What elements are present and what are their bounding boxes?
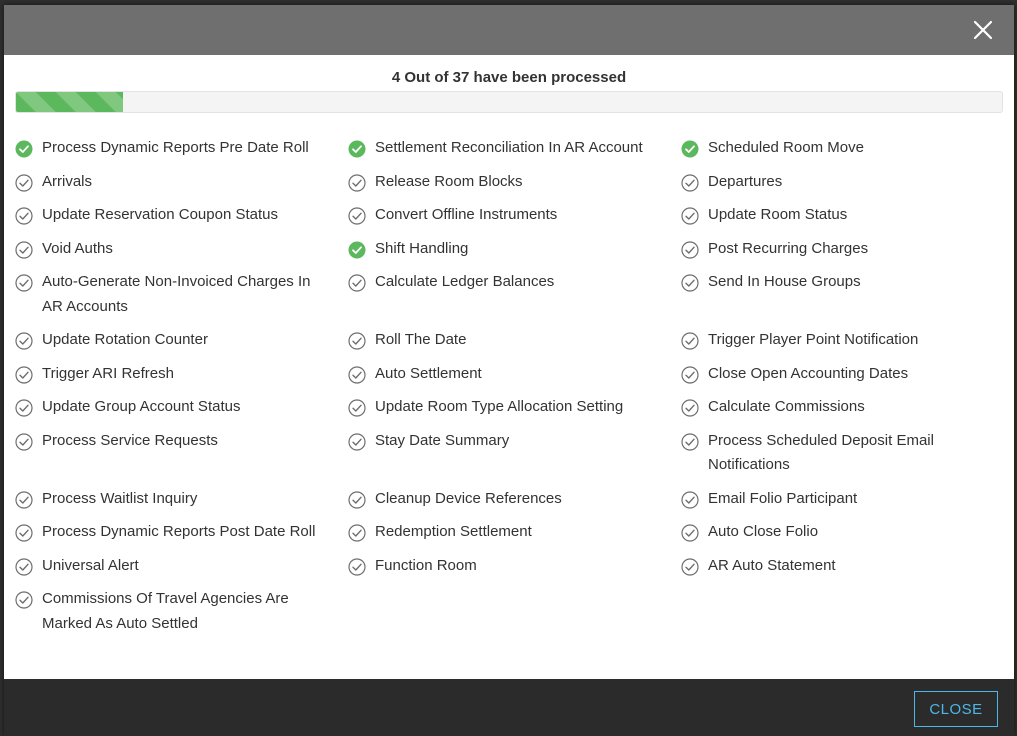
check-circle-outline-icon [681,332,699,350]
progress-bar-fill [16,92,123,112]
task-item [15,206,348,240]
check-circle-filled-icon [681,140,699,158]
task-label: Calculate Commissions [708,398,865,415]
check-circle-outline-icon [681,366,699,384]
check-circle-outline-icon [15,207,33,225]
task-item [681,139,1014,173]
check-circle-outline-icon [681,524,699,542]
check-circle-outline-icon [15,399,33,417]
dialog-header [4,5,1014,55]
task-label: Process Service Requests [42,431,218,449]
task-item [348,365,681,399]
close-icon[interactable] [972,19,994,41]
check-circle-outline-icon [681,558,699,576]
task-item [348,523,681,557]
check-circle-outline-icon [681,491,699,509]
check-circle-outline-icon [348,433,366,451]
check-circle-filled-icon [15,140,33,158]
task-label: Convert Offline Instruments [375,206,558,223]
task-label: Trigger Player Point Notification [708,331,919,348]
task-item [15,365,348,399]
task-item [15,557,348,591]
task-item [348,206,681,240]
task-label: Universal Alert [42,556,139,574]
task-item [15,139,348,173]
task-item [348,490,681,524]
task-label: AR Auto Statement [708,556,836,574]
task-label: Function Room [375,556,477,574]
task-label: Post Recurring Charges [708,239,869,257]
check-circle-outline-icon [15,332,33,350]
task-label: Update Reservation Coupon Status [42,206,278,223]
task-label: Process Dynamic Reports Pre Date Roll [42,139,309,156]
check-circle-outline-icon [15,524,33,542]
task-item [348,557,681,591]
task-label: Release Room Blocks [375,172,523,190]
task-item [348,273,681,331]
task-label: Auto Close Folio [708,523,819,540]
dialog-footer [4,679,1014,736]
task-label: Process Dynamic Reports Post Date Roll [42,523,316,540]
close-button[interactable]: CLOSE [914,691,998,727]
task-label: Roll The Date [375,331,467,348]
check-circle-outline-icon [681,399,699,417]
task-item [15,523,348,557]
task-item [681,331,1014,365]
check-circle-outline-icon [681,241,699,259]
task-label: Void Auths [42,239,113,257]
task-item [681,398,1014,432]
check-circle-outline-icon [681,174,699,192]
check-circle-outline-icon [348,274,366,292]
process-status-dialog [4,5,1014,736]
task-item [681,240,1014,274]
task-item [681,490,1014,524]
task-label: Scheduled Room Move [708,139,864,156]
task-label: Cleanup Device References [375,489,562,507]
check-circle-outline-icon [681,274,699,292]
check-circle-outline-icon [348,207,366,225]
check-circle-outline-icon [15,433,33,451]
task-item [15,398,348,432]
check-circle-outline-icon [348,174,366,192]
check-circle-outline-icon [15,274,33,292]
task-item [681,432,1014,490]
check-circle-outline-icon [15,491,33,509]
check-circle-outline-icon [15,241,33,259]
task-label: Trigger ARI Refresh [42,364,174,382]
check-circle-outline-icon [348,332,366,350]
task-label: Update Room Type Allocation Setting [375,398,624,415]
task-label: Stay Date Summary [375,431,510,449]
task-label: Settlement Reconciliation In AR Account [375,139,643,156]
task-label: Update Rotation Counter [42,331,208,348]
progress-bar [15,91,1003,113]
task-label: Update Group Account Status [42,398,241,415]
task-label: Auto Settlement [375,364,482,382]
task-label: Process Scheduled Deposit Email Notifications [708,431,934,473]
check-circle-outline-icon [348,366,366,384]
task-label: Departures [708,172,783,190]
task-item [15,432,348,490]
task-item [348,398,681,432]
check-circle-outline-icon [348,558,366,576]
check-circle-filled-icon [348,241,366,259]
check-circle-filled-icon [348,140,366,158]
task-item [681,273,1014,331]
task-item [15,240,348,274]
task-label: Calculate Ledger Balances [375,273,555,290]
task-item [15,331,348,365]
task-item [348,139,681,173]
task-item [681,365,1014,399]
task-item [681,173,1014,207]
task-item [15,490,348,524]
task-label: Shift Handling [375,239,469,257]
task-label: Email Folio Participant [708,489,858,507]
check-circle-outline-icon [681,207,699,225]
task-item [348,173,681,207]
check-circle-outline-icon [681,433,699,451]
task-item [15,590,348,648]
task-item [681,523,1014,557]
task-label: Send In House Groups [708,273,861,290]
check-circle-outline-icon [15,174,33,192]
check-circle-outline-icon [15,591,33,609]
task-label: Redemption Settlement [375,523,532,540]
task-label: Process Waitlist Inquiry [42,489,198,507]
task-label: Commissions Of Travel Agencies Are Marked As Auto Settled [42,590,289,632]
task-item [681,557,1014,591]
task-item [348,240,681,274]
task-label: Arrivals [42,172,93,190]
task-item [15,273,348,331]
check-circle-outline-icon [348,491,366,509]
check-circle-outline-icon [15,558,33,576]
task-label: Update Room Status [708,206,848,223]
check-circle-outline-icon [348,399,366,417]
task-label: Close Open Accounting Dates [708,364,909,382]
dialog-body [4,55,1014,679]
task-item [348,432,681,490]
task-label: Auto-Generate Non-Invoiced Charges In AR Accounts [42,273,311,315]
task-list [15,139,1014,648]
task-item [15,173,348,207]
progress-title: 4 Out of 37 have been processed [391,69,627,86]
check-circle-outline-icon [15,366,33,384]
task-item [348,331,681,365]
task-item [681,206,1014,240]
check-circle-outline-icon [348,524,366,542]
